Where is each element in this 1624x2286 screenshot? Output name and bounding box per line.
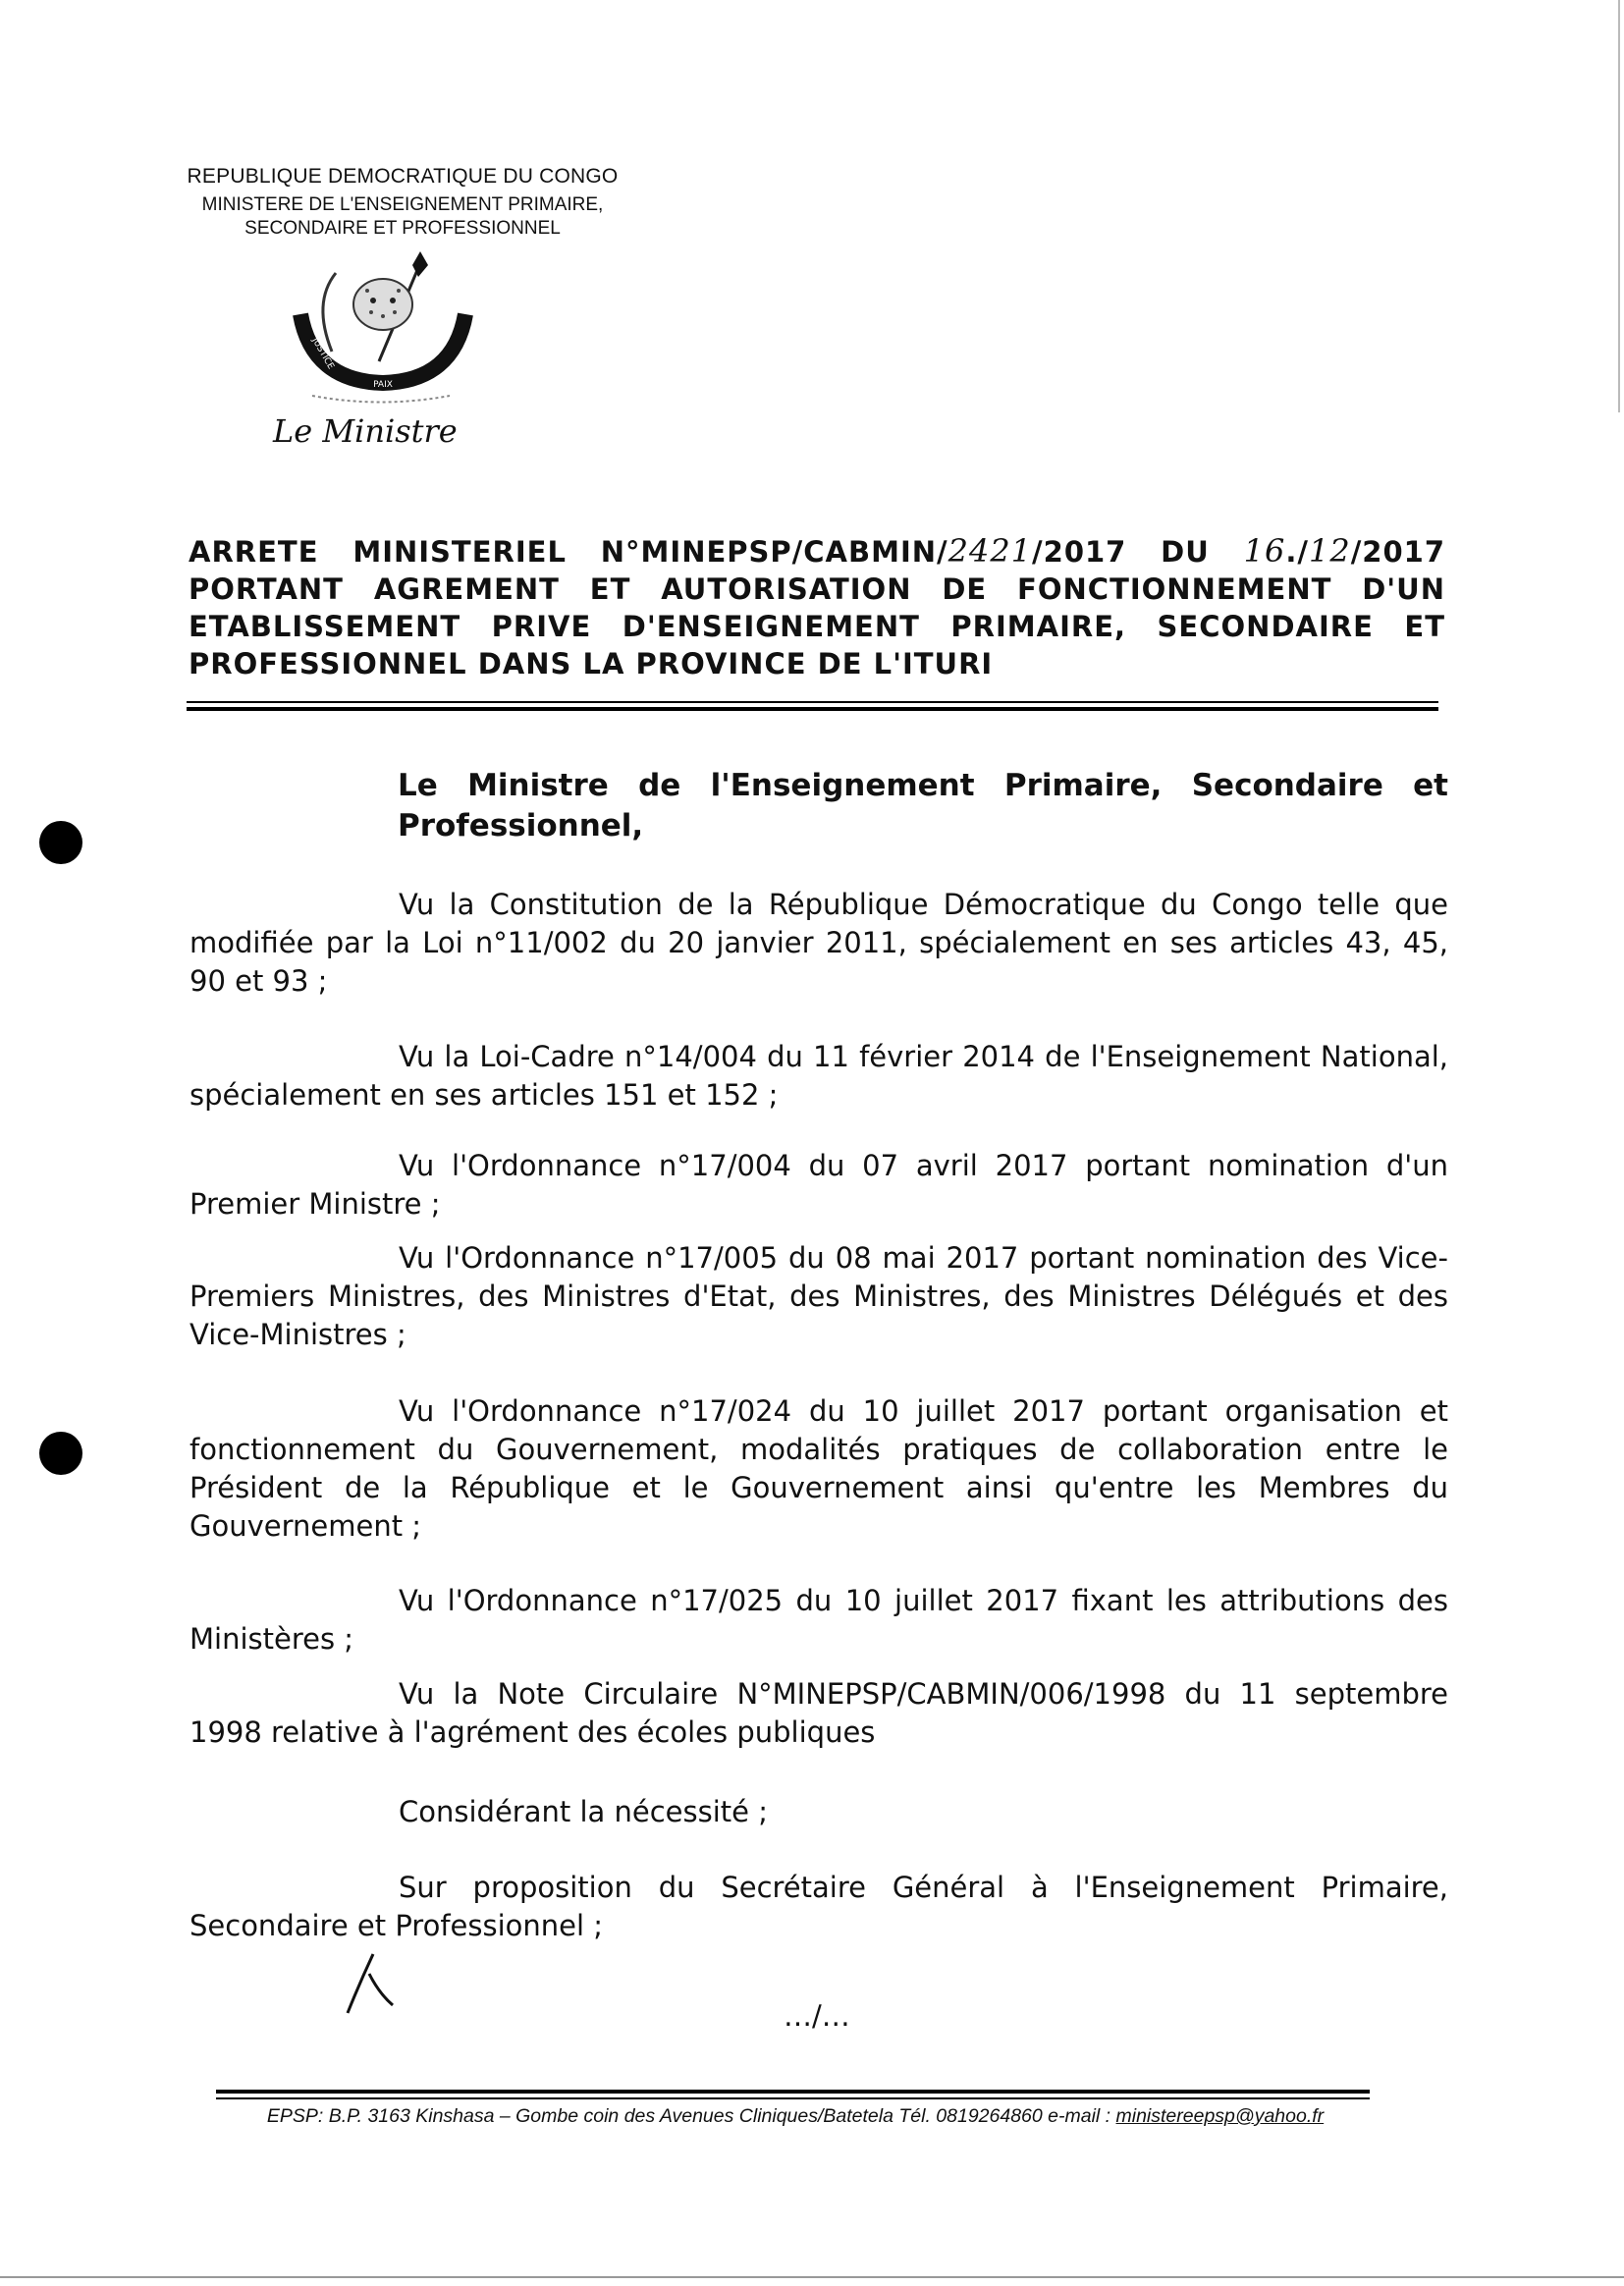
continuation-mark: …/… xyxy=(784,1999,850,2033)
footer-email-link[interactable]: ministereepsp@yahoo.fr xyxy=(1115,2105,1325,2127)
paragraph-ordonnance-005 xyxy=(189,1239,1448,1354)
title-rule-thin xyxy=(187,701,1438,703)
title-ref: ARRETE MINISTERIEL N°MINEPSP/CABMIN/ xyxy=(189,535,948,569)
paragraph-note-circulaire xyxy=(189,1675,1448,1752)
paragraph-considerant xyxy=(189,1793,1448,1831)
paragraph-ordonnance-004 xyxy=(189,1147,1448,1224)
minister-heading xyxy=(398,766,1448,846)
title-line-2: PORTANT AGREMENT ET AUTORISATION DE FONCTIONNEMENT D'UN xyxy=(189,572,1445,606)
paragraph-text: Sur proposition du Secrétaire Général à l'Enseignement Primaire, Secondaire et Professionnel ; xyxy=(189,1871,1448,1942)
title-line-1 xyxy=(189,532,1445,571)
ministry-line-2: SECONDAIRE ET PROFESSIONNEL xyxy=(244,218,561,239)
footer-rule-thick xyxy=(216,2090,1370,2094)
paragraph-text: Vu l'Ordonnance n°17/005 du 08 mai 2017 portant nomination des Vice-Premiers Ministres, des Ministres d'Etat, des Ministres, des Ministres Délégués et des Vice-Ministres ; xyxy=(189,1241,1448,1351)
ministry-line-1: MINISTERE DE L'ENSEIGNEMENT PRIMAIRE, xyxy=(201,194,604,215)
minister-label: Le Ministre xyxy=(273,412,458,450)
motto-justice: JUSTICE xyxy=(309,336,336,371)
handwritten-initial-icon xyxy=(340,1944,399,2023)
footer-address xyxy=(221,2105,1370,2128)
paragraph-constitution xyxy=(189,886,1448,1001)
paragraph-text: Considérant la nécessité ; xyxy=(399,1795,768,1828)
decree-title xyxy=(189,532,1445,682)
title-year: /2017 xyxy=(1350,535,1446,569)
title-year-du: /2017 DU xyxy=(1032,535,1244,569)
motto-travail: TRAVAIL xyxy=(439,297,466,334)
paragraph-text: Vu la Loi-Cadre n°14/004 du 11 février 2014 de l'Enseignement National, spécialement en ses articles 151 et 152 ; xyxy=(189,1040,1448,1112)
punch-hole xyxy=(39,1432,82,1475)
paragraph-proposition xyxy=(189,1869,1448,1945)
punch-hole xyxy=(39,821,82,864)
paragraph-text: Vu la Note Circulaire N°MINEPSP/CABMIN/006/1998 du 11 septembre 1998 relative à l'agrément des écoles publiques xyxy=(189,1677,1448,1749)
handwritten-number: 2421 xyxy=(947,532,1033,570)
minister-heading-line-2: Professionnel, xyxy=(398,808,644,844)
scan-edge-bottom xyxy=(0,2276,1624,2278)
country-name: REPUBLIQUE DEMOCRATIQUE DU CONGO xyxy=(187,165,619,188)
handwritten-month: 12 xyxy=(1308,532,1351,570)
scan-edge xyxy=(1618,0,1620,412)
title-line-4: PROFESSIONNEL DANS LA PROVINCE DE L'ITURI xyxy=(189,647,994,680)
coat-of-arms-icon xyxy=(273,244,489,410)
title-line-3: ETABLISSEMENT PRIVE D'ENSEIGNEMENT PRIMAIRE, SECONDAIRE ET xyxy=(189,610,1445,643)
ministry-name xyxy=(137,193,668,241)
motto-paix: PAIX xyxy=(373,380,393,390)
paragraph-text: Vu l'Ordonnance n°17/004 du 07 avril 2017 portant nomination d'un Premier Ministre ; xyxy=(189,1149,1448,1221)
paragraph-ordonnance-024 xyxy=(189,1392,1448,1546)
paragraph-ordonnance-025 xyxy=(189,1582,1448,1659)
title-sep: ./ xyxy=(1285,535,1309,569)
footer-rule-thin xyxy=(216,2097,1370,2099)
paragraph-loi-cadre xyxy=(189,1038,1448,1115)
minister-heading-line-1: Le Ministre de l'Enseignement Primaire, Secondaire et xyxy=(398,768,1448,803)
paragraph-text: Vu l'Ordonnance n°17/025 du 10 juillet 2017 fixant les attributions des Ministères ; xyxy=(189,1584,1448,1656)
footer-address-text: EPSP: B.P. 3163 Kinshasa – Gombe coin des Avenues Cliniques/Batetela Tél. 0819264860 e-mail : xyxy=(266,2105,1116,2127)
paragraph-text: Vu l'Ordonnance n°17/024 du 10 juillet 2017 portant organisation et fonctionnement du Gouvernement, modalités pratiques de collaboration entre le Président de la République et le Gouvernement ainsi qu'entre les Membres du Gouvernement ; xyxy=(189,1394,1448,1543)
handwritten-day: 16 xyxy=(1243,532,1286,570)
paragraph-text: Vu la Constitution de la République Démocratique du Congo telle que modifiée par la Loi n°11/002 du 20 janvier 2011, spécialement en ses articles 43, 45, 90 et 93 ; xyxy=(189,888,1448,998)
title-rule-thick xyxy=(187,707,1438,711)
